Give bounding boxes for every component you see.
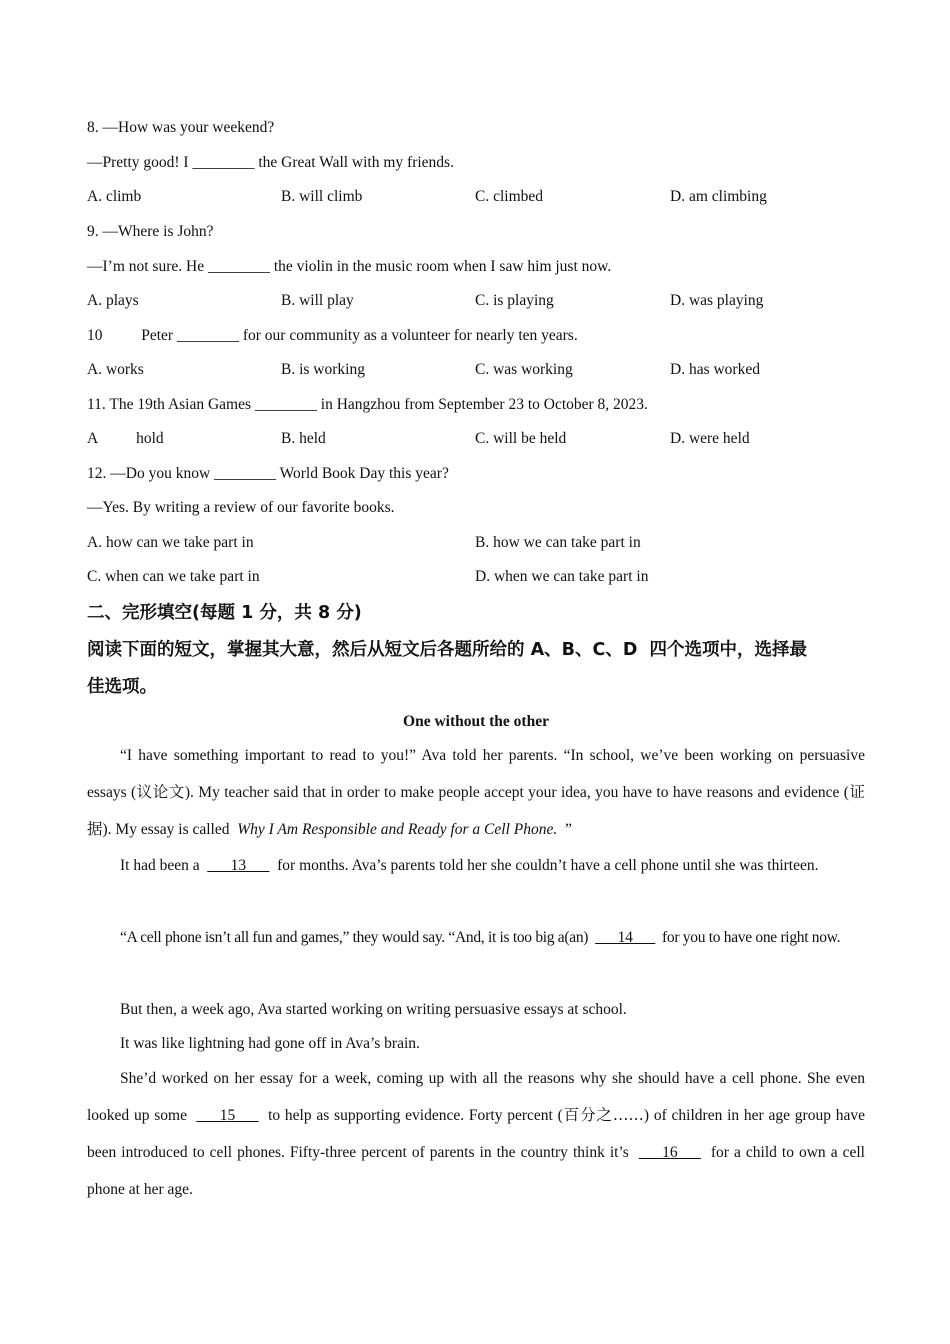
question-11-prompt: 11. The 19th Asian Games ________ in Hangzhou from September 23 to October 8, 2023. xyxy=(87,396,648,413)
paragraph-1-chinese-gloss-1: 议论文 xyxy=(136,783,185,801)
question-11-option-c[interactable]: C. will be held xyxy=(475,430,567,447)
question-10-option-d[interactable]: D. has worked xyxy=(670,361,760,378)
paragraph-1-text-d: ” xyxy=(557,821,572,838)
question-9-option-b[interactable]: B. will play xyxy=(281,292,354,309)
question-11-option-b[interactable]: B. held xyxy=(281,430,326,447)
blank-15[interactable]: ___15___ xyxy=(196,1107,259,1124)
question-12-option-d[interactable]: D. when we can take part in xyxy=(475,568,649,585)
question-9-option-a[interactable]: A. plays xyxy=(87,292,139,309)
question-11-option-d[interactable]: D. were held xyxy=(670,430,750,447)
question-9-option-c[interactable]: C. is playing xyxy=(475,292,554,309)
question-12-dialogue: —Yes. By writing a review of our favorite books. xyxy=(87,499,395,516)
paragraph-1-text-b: ). My teacher said that in order to make people accept your idea, you have to have reasons and evidence ( xyxy=(184,784,849,801)
question-8-option-d[interactable]: D. am climbing xyxy=(670,188,767,205)
passage-paragraph-2 xyxy=(87,847,865,884)
paragraph-6-text-d: for a child to own a cell phone at her age. xyxy=(87,1144,869,1198)
blank-14[interactable]: ___14___ xyxy=(595,929,655,946)
question-8-dialogue: —Pretty good! I ________ the Great Wall with my friends. xyxy=(87,154,454,171)
passage-paragraph-1 xyxy=(87,737,865,848)
question-12-option-a[interactable]: A. how can we take part in xyxy=(87,534,254,551)
question-8-option-a[interactable]: A. climb xyxy=(87,188,142,205)
question-10-prompt: 10 Peter ________ for our community as a volunteer for nearly ten years. xyxy=(87,327,578,344)
paragraph-3-text-b: for you to have one right now. xyxy=(654,929,841,946)
paragraph-6-chinese-gloss: 百分之…… xyxy=(562,1106,644,1124)
question-12-prompt: 12. —Do you know ________ World Book Day this year? xyxy=(87,465,449,482)
question-11-option-a[interactable]: A hold xyxy=(87,430,164,447)
paragraph-2-text-a: It had been a xyxy=(120,857,208,874)
blank-13[interactable]: ___13___ xyxy=(207,857,270,874)
section-heading: 二、完形填空(每题 1 分，共 8 分) xyxy=(87,603,362,623)
section-instruction-line-2: 佳选项。 xyxy=(87,677,157,697)
question-8-option-c[interactable]: C. climbed xyxy=(475,188,544,205)
question-8-prompt: 8. —How was your weekend? xyxy=(87,119,275,136)
passage-title: One without the other xyxy=(403,713,549,730)
paragraph-2-text-b: for months. Ava’s parents told her she couldn’t have a cell phone until she was thirteen. xyxy=(269,857,819,874)
paragraph-1-text-a: “I have something important to read to you!” Ava told her parents. “In school, we’ve been working on persuasive essays ( xyxy=(87,747,865,801)
question-8-option-b[interactable]: B. will climb xyxy=(281,188,363,205)
question-10-option-a[interactable]: A. works xyxy=(87,361,144,378)
section-instruction-line-1: 阅读下面的短文，掌握其大意，然后从短文后各题所给的 A、B、C、D 四个选项中，选择最 xyxy=(87,640,808,660)
paragraph-1-chinese-gloss-2: 证据 xyxy=(87,783,865,838)
passage-paragraph-5: It was like lightning had gone off in Ava’s brain. xyxy=(120,1035,420,1052)
paragraph-3-text-a: “A cell phone isn’t all fun and games,” they would say. “And, it is too big a(an) xyxy=(120,929,596,946)
blank-16[interactable]: ___16___ xyxy=(638,1144,701,1161)
paragraph-6-text-a: She’d worked on her essay for a week, coming up with all the reasons why she should have a cell phone. She even looked up some xyxy=(87,1070,869,1124)
passage-paragraph-3 xyxy=(87,919,865,956)
paragraph-6-text-c: ) of children in her age group have been introduced to cell phones. Fifty-three percent of parents in the country think it’s xyxy=(87,1107,869,1161)
passage-paragraph-4: But then, a week ago, Ava started working on writing persuasive essays at school. xyxy=(120,1001,627,1018)
essay-title: Why I Am Responsible and Ready for a Cell Phone. xyxy=(237,821,558,838)
paragraph-6-text-b: to help as supporting evidence. Forty percent ( xyxy=(258,1107,563,1124)
question-10-option-b[interactable]: B. is working xyxy=(281,361,365,378)
question-12-option-c[interactable]: C. when can we take part in xyxy=(87,568,260,585)
passage-paragraph-6 xyxy=(87,1060,869,1208)
question-9-dialogue: —I’m not sure. He ________ the violin in the music room when I saw him just now. xyxy=(87,258,612,275)
question-12-option-b[interactable]: B. how we can take part in xyxy=(475,534,641,551)
question-9-prompt: 9. —Where is John? xyxy=(87,223,214,240)
question-9-option-d[interactable]: D. was playing xyxy=(670,292,764,309)
paragraph-1-text-c: ). My essay is called xyxy=(102,821,238,838)
question-10-option-c[interactable]: C. was working xyxy=(475,361,573,378)
